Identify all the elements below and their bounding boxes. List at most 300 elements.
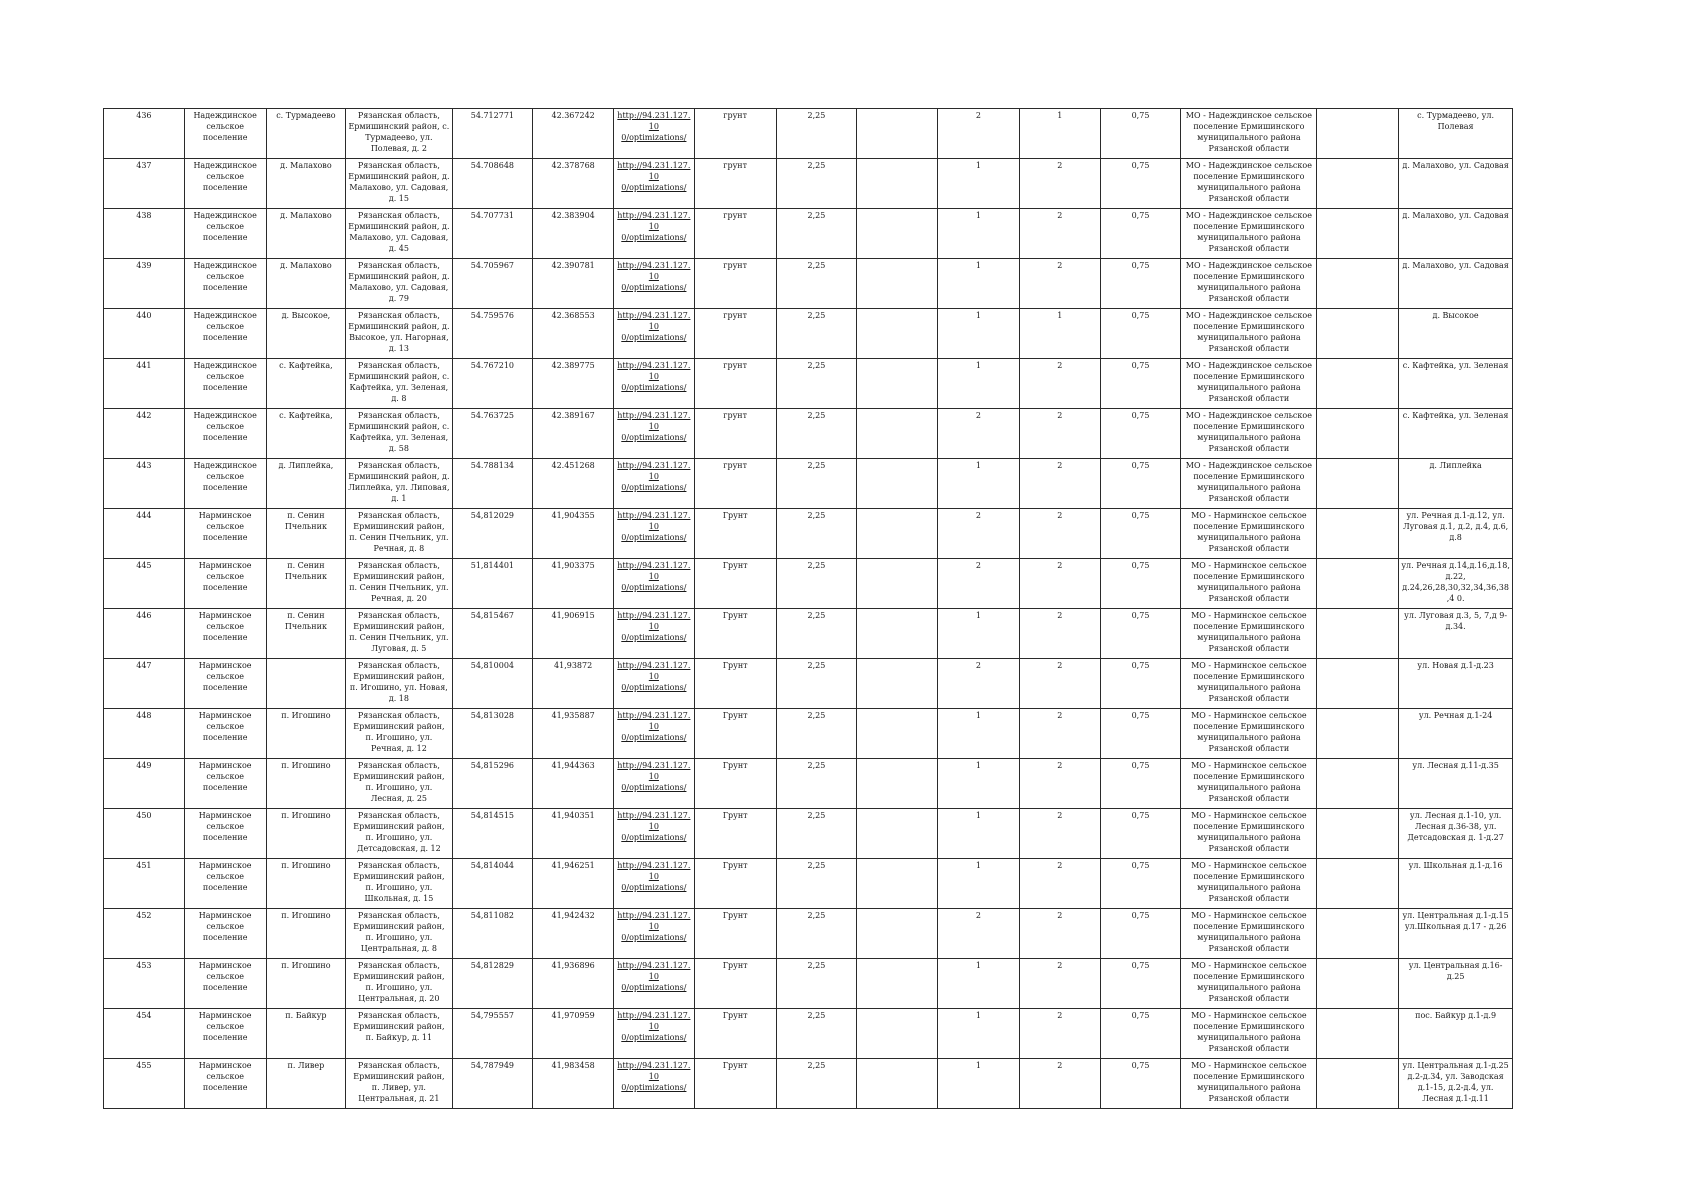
container-count-cell: 1 xyxy=(1019,309,1100,359)
locality-cell: п. Сенин Пчельник xyxy=(266,509,346,559)
container-count-cell: 2 xyxy=(1019,509,1100,559)
volume-cell: 0,75 xyxy=(1100,209,1181,259)
settlement-cell: Надеждинское сельское поселение xyxy=(184,459,266,509)
empty-cell xyxy=(857,759,938,809)
area-cell: 2,25 xyxy=(776,909,857,959)
latitude-cell: 54,814044 xyxy=(452,859,533,909)
longitude-cell: 42.389167 xyxy=(533,409,614,459)
longitude-cell: 42.390781 xyxy=(533,259,614,309)
locality-cell: п. Игошино xyxy=(266,709,346,759)
address-cell: Рязанская область, Ермишинский район, д. Малахово, ул. Садовая, д. 45 xyxy=(346,209,452,259)
optimization-link[interactable]: http://94.231.127.10 0/optimizations/ xyxy=(617,661,691,692)
settlement-cell: Нарминское сельское поселение xyxy=(184,1059,266,1109)
row-number-cell: 449 xyxy=(104,759,185,809)
locality-cell: с. Турмадеево xyxy=(266,109,346,159)
served-addresses-cell: д. Высокое xyxy=(1399,309,1513,359)
empty-cell xyxy=(857,509,938,559)
settlement-cell: Надеждинское сельское поселение xyxy=(184,209,266,259)
locality-cell: п. Ливер xyxy=(266,1059,346,1109)
optimization-link[interactable]: http://94.231.127.10 0/optimizations/ xyxy=(617,111,691,142)
table-row xyxy=(104,259,1513,309)
link-cell xyxy=(614,959,695,1009)
settlement-cell: Нарминское сельское поселение xyxy=(184,859,266,909)
surface-cell: Грунт xyxy=(694,809,776,859)
link-cell xyxy=(614,409,695,459)
optimization-link[interactable]: http://94.231.127.10 0/optimizations/ xyxy=(617,761,691,792)
link-cell xyxy=(614,559,695,609)
table-body xyxy=(104,109,1513,1109)
surface-cell: Грунт xyxy=(694,859,776,909)
empty-cell xyxy=(1317,759,1399,809)
optimization-link[interactable]: http://94.231.127.10 0/optimizations/ xyxy=(617,361,691,392)
owner-cell: МО - Надеждинское сельское поселение Ермишинского муниципального района Рязанской области xyxy=(1181,259,1317,309)
area-cell: 2,25 xyxy=(776,859,857,909)
latitude-cell: 54.708648 xyxy=(452,159,533,209)
row-number-cell: 442 xyxy=(104,409,185,459)
optimization-link[interactable]: http://94.231.127.10 0/optimizations/ xyxy=(617,161,691,192)
owner-cell: МО - Нарминское сельское поселение Ермишинского муниципального района Рязанской области xyxy=(1181,709,1317,759)
area-cell: 2,25 xyxy=(776,759,857,809)
served-addresses-cell: ул. Речная д.1-д.12, ул. Луговая д.1, д.2, д.4, д.6, д.8 xyxy=(1399,509,1513,559)
empty-cell xyxy=(857,209,938,259)
settlement-cell: Нарминское сельское поселение xyxy=(184,759,266,809)
empty-cell xyxy=(1317,409,1399,459)
empty-cell xyxy=(1317,109,1399,159)
row-number-cell: 438 xyxy=(104,209,185,259)
volume-cell: 0,75 xyxy=(1100,959,1181,1009)
row-number-cell: 455 xyxy=(104,1059,185,1109)
row-number-cell: 437 xyxy=(104,159,185,209)
optimization-link[interactable]: http://94.231.127.10 0/optimizations/ xyxy=(617,911,691,942)
table-row xyxy=(104,909,1513,959)
address-cell: Рязанская область, Ермишинский район, п. Байкур, д. 11 xyxy=(346,1009,452,1059)
optimization-link[interactable]: http://94.231.127.10 0/optimizations/ xyxy=(617,611,691,642)
link-cell xyxy=(614,909,695,959)
longitude-cell: 41,946251 xyxy=(533,859,614,909)
link-cell xyxy=(614,809,695,859)
owner-cell: МО - Нарминское сельское поселение Ермишинского муниципального района Рязанской области xyxy=(1181,859,1317,909)
address-cell: Рязанская область, Ермишинский район, с. Кафтейка, ул. Зеленая, д. 58 xyxy=(346,409,452,459)
owner-cell: МО - Надеждинское сельское поселение Ермишинского муниципального района Рязанской области xyxy=(1181,409,1317,459)
surface-cell: Грунт xyxy=(694,659,776,709)
container-count-cell: 2 xyxy=(1019,809,1100,859)
empty-cell xyxy=(857,609,938,659)
latitude-cell: 54.712771 xyxy=(452,109,533,159)
latitude-cell: 54,815296 xyxy=(452,759,533,809)
optimization-link[interactable]: http://94.231.127.10 0/optimizations/ xyxy=(617,1061,691,1092)
container-count-cell: 2 xyxy=(1019,459,1100,509)
longitude-cell: 42.368553 xyxy=(533,309,614,359)
container-count-cell: 2 xyxy=(1019,909,1100,959)
area-cell: 2,25 xyxy=(776,209,857,259)
container-count-cell: 2 xyxy=(938,559,1020,609)
optimization-link[interactable]: http://94.231.127.10 0/optimizations/ xyxy=(617,461,691,492)
empty-cell xyxy=(1317,659,1399,709)
longitude-cell: 41,906915 xyxy=(533,609,614,659)
area-cell: 2,25 xyxy=(776,409,857,459)
row-number-cell: 445 xyxy=(104,559,185,609)
address-cell: Рязанская область, Ермишинский район, п. Сенин Пчельник, ул. Луговая, д. 5 xyxy=(346,609,452,659)
settlement-cell: Нарминское сельское поселение xyxy=(184,909,266,959)
latitude-cell: 54,814515 xyxy=(452,809,533,859)
link-cell xyxy=(614,359,695,409)
container-count-cell: 1 xyxy=(938,259,1020,309)
volume-cell: 0,75 xyxy=(1100,409,1181,459)
optimization-link[interactable]: http://94.231.127.10 0/optimizations/ xyxy=(617,861,691,892)
volume-cell: 0,75 xyxy=(1100,1009,1181,1059)
locality-cell: д. Малахово xyxy=(266,159,346,209)
table-row xyxy=(104,1059,1513,1109)
area-cell: 2,25 xyxy=(776,1009,857,1059)
row-number-cell: 451 xyxy=(104,859,185,909)
settlement-cell: Нарминское сельское поселение xyxy=(184,709,266,759)
volume-cell: 0,75 xyxy=(1100,609,1181,659)
served-addresses-cell: ул. Речная д.14,д.16,д.18, д.22, д.24,26,28,30,32,34,36,38,4 0. xyxy=(1399,559,1513,609)
link-cell xyxy=(614,659,695,709)
area-cell: 2,25 xyxy=(776,809,857,859)
container-count-cell: 2 xyxy=(938,509,1020,559)
area-cell: 2,25 xyxy=(776,609,857,659)
address-cell: Рязанская область, Ермишинский район, п. Игошино, ул. Новая, д. 18 xyxy=(346,659,452,709)
address-cell: Рязанская область, Ермишинский район, п. Сенин Пчельник, ул. Речная, д. 20 xyxy=(346,559,452,609)
address-cell: Рязанская область, Ермишинский район, с. Кафтейка, ул. Зеленая, д. 8 xyxy=(346,359,452,409)
link-cell xyxy=(614,709,695,759)
empty-cell xyxy=(1317,1059,1399,1109)
surface-cell: Грунт xyxy=(694,609,776,659)
table-row xyxy=(104,959,1513,1009)
owner-cell: МО - Надеждинское сельское поселение Ермишинского муниципального района Рязанской области xyxy=(1181,309,1317,359)
container-count-cell: 2 xyxy=(1019,359,1100,409)
served-addresses-cell: ул. Лесная д.11-д.35 xyxy=(1399,759,1513,809)
served-addresses-cell: с. Кафтейка, ул. Зеленая xyxy=(1399,359,1513,409)
row-number-cell: 448 xyxy=(104,709,185,759)
container-count-cell: 2 xyxy=(1019,959,1100,1009)
empty-cell xyxy=(857,809,938,859)
optimization-link[interactable]: http://94.231.127.10 0/optimizations/ xyxy=(617,411,691,442)
link-cell xyxy=(614,859,695,909)
served-addresses-cell: ул. Центральная д.1-д.25 д.2-д.34, ул. Заводская д.1-15, д.2-д.4, ул. Лесная д.1-д.11 xyxy=(1399,1059,1513,1109)
empty-cell xyxy=(857,559,938,609)
owner-cell: МО - Нарминское сельское поселение Ермишинского муниципального района Рязанской области xyxy=(1181,759,1317,809)
area-cell: 2,25 xyxy=(776,1059,857,1109)
row-number-cell: 452 xyxy=(104,909,185,959)
container-count-cell: 2 xyxy=(938,909,1020,959)
container-count-cell: 1 xyxy=(938,1059,1020,1109)
table-row xyxy=(104,509,1513,559)
container-count-cell: 2 xyxy=(938,409,1020,459)
surface-cell: Грунт xyxy=(694,1009,776,1059)
optimization-link[interactable]: http://94.231.127.10 0/optimizations/ xyxy=(617,261,691,292)
address-cell: Рязанская область, Ермишинский район, п. Игошино, ул. Лесная, д. 25 xyxy=(346,759,452,809)
empty-cell xyxy=(857,359,938,409)
served-addresses-cell: ул. Центральная д.1-д.15 ул.Школьная д.17 - д.26 xyxy=(1399,909,1513,959)
longitude-cell: 42.451268 xyxy=(533,459,614,509)
longitude-cell: 42.367242 xyxy=(533,109,614,159)
link-cell xyxy=(614,309,695,359)
locality-cell: п. Сенин Пчельник xyxy=(266,559,346,609)
surface-cell: грунт xyxy=(694,109,776,159)
settlement-cell: Надеждинское сельское поселение xyxy=(184,109,266,159)
latitude-cell: 54,811082 xyxy=(452,909,533,959)
row-number-cell: 436 xyxy=(104,109,185,159)
locality-cell: п. Игошино xyxy=(266,759,346,809)
volume-cell: 0,75 xyxy=(1100,659,1181,709)
address-cell: Рязанская область, Ермишинский район, п. Игошино, ул. Детсадовская, д. 12 xyxy=(346,809,452,859)
empty-cell xyxy=(857,659,938,709)
longitude-cell: 41,936896 xyxy=(533,959,614,1009)
served-addresses-cell: д. Малахово, ул. Садовая xyxy=(1399,259,1513,309)
container-count-cell: 2 xyxy=(1019,259,1100,309)
volume-cell: 0,75 xyxy=(1100,109,1181,159)
address-cell: Рязанская область, Ермишинский район, п. Сенин Пчельник, ул. Речная, д. 8 xyxy=(346,509,452,559)
address-cell: Рязанская область, Ермишинский район, д. Малахово, ул. Садовая, д. 79 xyxy=(346,259,452,309)
surface-cell: грунт xyxy=(694,309,776,359)
container-count-cell: 1 xyxy=(938,1009,1020,1059)
volume-cell: 0,75 xyxy=(1100,509,1181,559)
longitude-cell: 42.378768 xyxy=(533,159,614,209)
empty-cell xyxy=(857,159,938,209)
owner-cell: МО - Нарминское сельское поселение Ермишинского муниципального района Рязанской области xyxy=(1181,559,1317,609)
locality-cell: п. Байкур xyxy=(266,1009,346,1059)
served-addresses-cell: ул. Лесная д.1-10, ул. Лесная д.36-38, ул. Детсадовская д. 1-д.27 xyxy=(1399,809,1513,859)
optimization-link[interactable]: http://94.231.127.10 0/optimizations/ xyxy=(617,511,691,542)
latitude-cell: 51,814401 xyxy=(452,559,533,609)
link-cell xyxy=(614,609,695,659)
optimization-link[interactable]: http://94.231.127.10 0/optimizations/ xyxy=(617,711,691,742)
row-number-cell: 446 xyxy=(104,609,185,659)
volume-cell: 0,75 xyxy=(1100,309,1181,359)
area-cell: 2,25 xyxy=(776,659,857,709)
locality-cell: п. Игошино xyxy=(266,959,346,1009)
served-addresses-cell: с. Кафтейка, ул. Зеленая xyxy=(1399,409,1513,459)
latitude-cell: 54.707731 xyxy=(452,209,533,259)
row-number-cell: 454 xyxy=(104,1009,185,1059)
settlement-cell: Надеждинское сельское поселение xyxy=(184,359,266,409)
container-count-cell: 1 xyxy=(938,859,1020,909)
area-cell: 2,25 xyxy=(776,159,857,209)
link-cell xyxy=(614,259,695,309)
area-cell: 2,25 xyxy=(776,509,857,559)
row-number-cell: 444 xyxy=(104,509,185,559)
address-cell: Рязанская область, Ермишинский район, д. Липлейка, ул. Липовая, д. 1 xyxy=(346,459,452,509)
empty-cell xyxy=(1317,309,1399,359)
container-count-cell: 2 xyxy=(1019,709,1100,759)
owner-cell: МО - Нарминское сельское поселение Ермишинского муниципального района Рязанской области xyxy=(1181,509,1317,559)
volume-cell: 0,75 xyxy=(1100,709,1181,759)
served-addresses-cell: д. Малахово, ул. Садовая xyxy=(1399,159,1513,209)
link-cell xyxy=(614,1009,695,1059)
settlement-cell: Надеждинское сельское поселение xyxy=(184,409,266,459)
settlement-cell: Нарминское сельское поселение xyxy=(184,609,266,659)
container-count-cell: 2 xyxy=(1019,859,1100,909)
empty-cell xyxy=(857,109,938,159)
container-count-cell: 2 xyxy=(1019,209,1100,259)
container-count-cell: 2 xyxy=(1019,609,1100,659)
longitude-cell: 41,903375 xyxy=(533,559,614,609)
locality-cell: п. Игошино xyxy=(266,809,346,859)
link-cell xyxy=(614,759,695,809)
settlement-cell: Надеждинское сельское поселение xyxy=(184,159,266,209)
latitude-cell: 54.763725 xyxy=(452,409,533,459)
table-row xyxy=(104,309,1513,359)
optimization-link[interactable]: http://94.231.127.10 0/optimizations/ xyxy=(617,311,691,342)
table-row xyxy=(104,1009,1513,1059)
volume-cell: 0,75 xyxy=(1100,909,1181,959)
link-cell xyxy=(614,209,695,259)
data-table xyxy=(103,108,1513,1109)
container-count-cell: 2 xyxy=(1019,1009,1100,1059)
link-cell xyxy=(614,509,695,559)
table-row xyxy=(104,609,1513,659)
container-count-cell: 1 xyxy=(938,359,1020,409)
longitude-cell: 41,93872 xyxy=(533,659,614,709)
container-count-cell: 1 xyxy=(938,759,1020,809)
surface-cell: Грунт xyxy=(694,559,776,609)
container-count-cell: 1 xyxy=(938,459,1020,509)
empty-cell xyxy=(1317,1009,1399,1059)
surface-cell: грунт xyxy=(694,459,776,509)
empty-cell xyxy=(1317,209,1399,259)
row-number-cell: 439 xyxy=(104,259,185,309)
latitude-cell: 54,815467 xyxy=(452,609,533,659)
container-count-cell: 2 xyxy=(1019,759,1100,809)
volume-cell: 0,75 xyxy=(1100,459,1181,509)
optimization-link[interactable]: http://94.231.127.10 0/optimizations/ xyxy=(617,561,691,592)
locality-cell xyxy=(266,659,346,709)
empty-cell xyxy=(1317,859,1399,909)
surface-cell: грунт xyxy=(694,259,776,309)
owner-cell: МО - Нарминское сельское поселение Ермишинского муниципального района Рязанской области xyxy=(1181,659,1317,709)
longitude-cell: 42.383904 xyxy=(533,209,614,259)
longitude-cell: 41,904355 xyxy=(533,509,614,559)
table-row xyxy=(104,359,1513,409)
address-cell: Рязанская область, Ермишинский район, д. Малахово, ул. Садовая, д. 15 xyxy=(346,159,452,209)
served-addresses-cell: д. Липлейка xyxy=(1399,459,1513,509)
longitude-cell: 41,940351 xyxy=(533,809,614,859)
latitude-cell: 54.788134 xyxy=(452,459,533,509)
volume-cell: 0,75 xyxy=(1100,159,1181,209)
area-cell: 2,25 xyxy=(776,459,857,509)
settlement-cell: Нарминское сельское поселение xyxy=(184,659,266,709)
longitude-cell: 41,942432 xyxy=(533,909,614,959)
served-addresses-cell: ул. Новая д.1-д.23 xyxy=(1399,659,1513,709)
container-count-cell: 1 xyxy=(938,959,1020,1009)
table-row xyxy=(104,109,1513,159)
optimization-link[interactable]: http://94.231.127.10 0/optimizations/ xyxy=(617,1011,691,1042)
link-cell xyxy=(614,109,695,159)
container-count-cell: 2 xyxy=(1019,1059,1100,1109)
container-count-cell: 2 xyxy=(938,109,1020,159)
owner-cell: МО - Надеждинское сельское поселение Ермишинского муниципального района Рязанской области xyxy=(1181,159,1317,209)
table-row xyxy=(104,409,1513,459)
latitude-cell: 54,812029 xyxy=(452,509,533,559)
locality-cell: д. Малахово xyxy=(266,209,346,259)
table-row xyxy=(104,759,1513,809)
row-number-cell: 453 xyxy=(104,959,185,1009)
owner-cell: МО - Нарминское сельское поселение Ермишинского муниципального района Рязанской области xyxy=(1181,959,1317,1009)
optimization-link[interactable]: http://94.231.127.10 0/optimizations/ xyxy=(617,961,691,992)
latitude-cell: 54,795557 xyxy=(452,1009,533,1059)
empty-cell xyxy=(857,1059,938,1109)
latitude-cell: 54.767210 xyxy=(452,359,533,409)
area-cell: 2,25 xyxy=(776,959,857,1009)
volume-cell: 0,75 xyxy=(1100,259,1181,309)
surface-cell: грунт xyxy=(694,359,776,409)
area-cell: 2,25 xyxy=(776,359,857,409)
row-number-cell: 447 xyxy=(104,659,185,709)
empty-cell xyxy=(857,959,938,1009)
served-addresses-cell: пос. Байкур д.1-д.9 xyxy=(1399,1009,1513,1059)
container-count-cell: 2 xyxy=(1019,409,1100,459)
table-row xyxy=(104,709,1513,759)
surface-cell: грунт xyxy=(694,159,776,209)
empty-cell xyxy=(1317,909,1399,959)
empty-cell xyxy=(1317,459,1399,509)
empty-cell xyxy=(1317,809,1399,859)
row-number-cell: 440 xyxy=(104,309,185,359)
empty-cell xyxy=(1317,359,1399,409)
empty-cell xyxy=(857,409,938,459)
empty-cell xyxy=(857,859,938,909)
container-count-cell: 2 xyxy=(1019,559,1100,609)
link-cell xyxy=(614,459,695,509)
address-cell: Рязанская область, Ермишинский район, д. Высокое, ул. Нагорная, д. 13 xyxy=(346,309,452,359)
longitude-cell: 42.389775 xyxy=(533,359,614,409)
owner-cell: МО - Нарминское сельское поселение Ермишинского муниципального района Рязанской области xyxy=(1181,909,1317,959)
latitude-cell: 54,810004 xyxy=(452,659,533,709)
served-addresses-cell: ул. Центральная д.16-д.25 xyxy=(1399,959,1513,1009)
table-row xyxy=(104,559,1513,609)
served-addresses-cell: ул. Школьная д.1-д.16 xyxy=(1399,859,1513,909)
area-cell: 2,25 xyxy=(776,709,857,759)
table-row xyxy=(104,209,1513,259)
empty-cell xyxy=(1317,559,1399,609)
longitude-cell: 41,970959 xyxy=(533,1009,614,1059)
table-row xyxy=(104,859,1513,909)
owner-cell: МО - Надеждинское сельское поселение Ермишинского муниципального района Рязанской области xyxy=(1181,109,1317,159)
settlement-cell: Нарминское сельское поселение xyxy=(184,1009,266,1059)
address-cell: Рязанская область, Ермишинский район, с. Турмадеево, ул. Полевая, д. 2 xyxy=(346,109,452,159)
latitude-cell: 54.705967 xyxy=(452,259,533,309)
container-count-cell: 2 xyxy=(938,659,1020,709)
longitude-cell: 41,944363 xyxy=(533,759,614,809)
address-cell: Рязанская область, Ермишинский район, п. Игошино, ул. Речная, д. 12 xyxy=(346,709,452,759)
settlement-cell: Нарминское сельское поселение xyxy=(184,959,266,1009)
optimization-link[interactable]: http://94.231.127.10 0/optimizations/ xyxy=(617,211,691,242)
empty-cell xyxy=(857,1009,938,1059)
surface-cell: Грунт xyxy=(694,759,776,809)
container-count-cell: 2 xyxy=(1019,659,1100,709)
latitude-cell: 54,812829 xyxy=(452,959,533,1009)
optimization-link[interactable]: http://94.231.127.10 0/optimizations/ xyxy=(617,811,691,842)
locality-cell: п. Игошино xyxy=(266,909,346,959)
locality-cell: п. Игошино xyxy=(266,859,346,909)
container-count-cell: 1 xyxy=(938,159,1020,209)
served-addresses-cell: ул. Речная д.1-24 xyxy=(1399,709,1513,759)
empty-cell xyxy=(857,259,938,309)
empty-cell xyxy=(1317,709,1399,759)
row-number-cell: 443 xyxy=(104,459,185,509)
address-cell: Рязанская область, Ермишинский район, п. Игошино, ул. Центральная, д. 20 xyxy=(346,959,452,1009)
surface-cell: Грунт xyxy=(694,709,776,759)
owner-cell: МО - Надеждинское сельское поселение Ермишинского муниципального района Рязанской области xyxy=(1181,459,1317,509)
volume-cell: 0,75 xyxy=(1100,859,1181,909)
locality-cell: с. Кафтейка, xyxy=(266,409,346,459)
latitude-cell: 54,787949 xyxy=(452,1059,533,1109)
empty-cell xyxy=(857,309,938,359)
address-cell: Рязанская область, Ермишинский район, п. Ливер, ул. Центральная, д. 21 xyxy=(346,1059,452,1109)
row-number-cell: 450 xyxy=(104,809,185,859)
